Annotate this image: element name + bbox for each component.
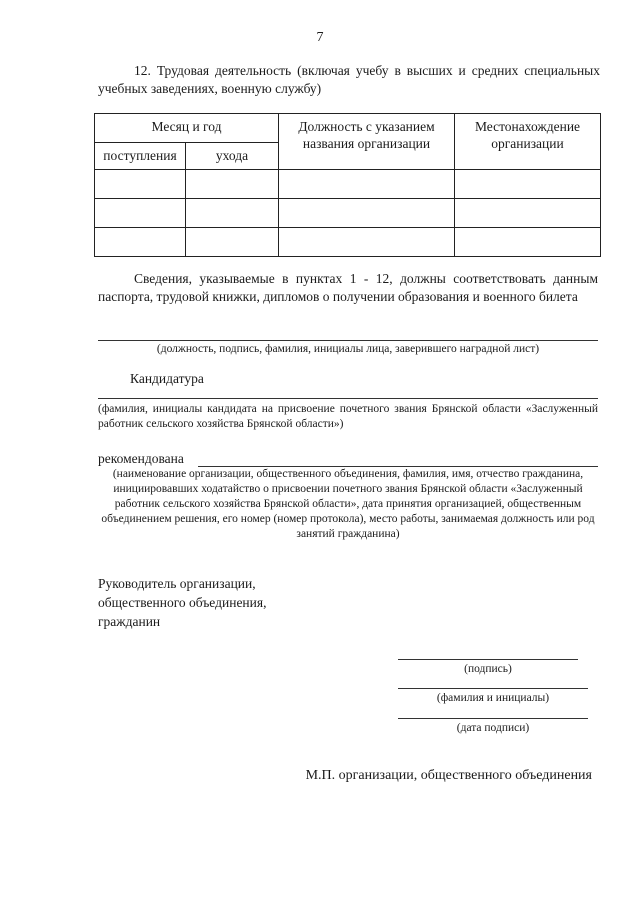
page-number: 7 bbox=[316, 30, 324, 45]
certifier-caption: (должность, подпись, фамилия, инициалы лица, заверившего наградной лист) bbox=[156, 343, 540, 355]
header-month-year: Месяц и год bbox=[95, 114, 279, 143]
table-cell[interactable] bbox=[186, 199, 279, 228]
head-title-line3: гражданин bbox=[98, 614, 161, 629]
recommended-caption: (наименование организации, общественного объединения, фамилия, имя, отчество гражданина, инициировавших ходатайство о присвоении почетного звания Брянской области «Заслуженный работник сельского хозяйства Брянской области», дата принятия организацией, общественным объединением решения, его номер (номер протокола), место работы, занимаемая должность или род занятий гражданина) bbox=[101, 468, 595, 540]
name-line[interactable] bbox=[398, 688, 588, 689]
header-exit: ухода bbox=[186, 143, 279, 170]
table-row bbox=[95, 228, 601, 257]
table-row bbox=[95, 199, 601, 228]
verification-note: Сведения, указываемые в пунктах 1 - 12, должны соответствовать данным паспорта, трудовой книжки, дипломов о получении образования и военного билета bbox=[98, 271, 598, 304]
table-cell[interactable] bbox=[455, 199, 601, 228]
table-cell[interactable] bbox=[279, 170, 455, 199]
table-row bbox=[95, 170, 601, 199]
table-cell[interactable] bbox=[95, 228, 186, 257]
candidacy-caption: (фамилия, инициалы кандидата на присвоение почетного звания Брянской области «Заслуженный работник сельского хозяйства Брянской области») bbox=[98, 403, 598, 430]
head-title-line1: Руководитель организации, bbox=[98, 576, 256, 591]
section-12-heading: 12. Трудовая деятельность (включая учебу в высших и средних специальных учебных заведениях, военную службу) bbox=[98, 63, 600, 96]
table-cell[interactable] bbox=[186, 228, 279, 257]
header-entry: поступления bbox=[95, 143, 186, 170]
name-caption: (фамилия и инициалы) bbox=[436, 692, 550, 704]
recommended-label: рекомендована bbox=[98, 451, 184, 466]
table-cell[interactable] bbox=[95, 170, 186, 199]
table-cell[interactable] bbox=[186, 170, 279, 199]
table-cell[interactable] bbox=[455, 170, 601, 199]
table-cell[interactable] bbox=[455, 228, 601, 257]
table-cell[interactable] bbox=[95, 199, 186, 228]
candidacy-line[interactable] bbox=[98, 398, 598, 399]
candidacy-label: Кандидатура bbox=[130, 371, 204, 386]
employment-table bbox=[94, 113, 601, 257]
header-position: Должность с указанием названия организации bbox=[279, 114, 455, 170]
certifier-line[interactable] bbox=[98, 340, 598, 341]
table-cell[interactable] bbox=[279, 228, 455, 257]
date-caption: (дата подписи) bbox=[456, 722, 530, 734]
header-location: Местонахождение организации bbox=[455, 114, 601, 170]
head-title-line2: общественного объединения, bbox=[98, 595, 267, 610]
table-cell[interactable] bbox=[279, 199, 455, 228]
stamp-label: М.П. организации, общественного объединения bbox=[305, 768, 592, 783]
signature-caption: (подпись) bbox=[464, 663, 512, 675]
date-line[interactable] bbox=[398, 718, 588, 719]
signature-line[interactable] bbox=[398, 659, 578, 660]
